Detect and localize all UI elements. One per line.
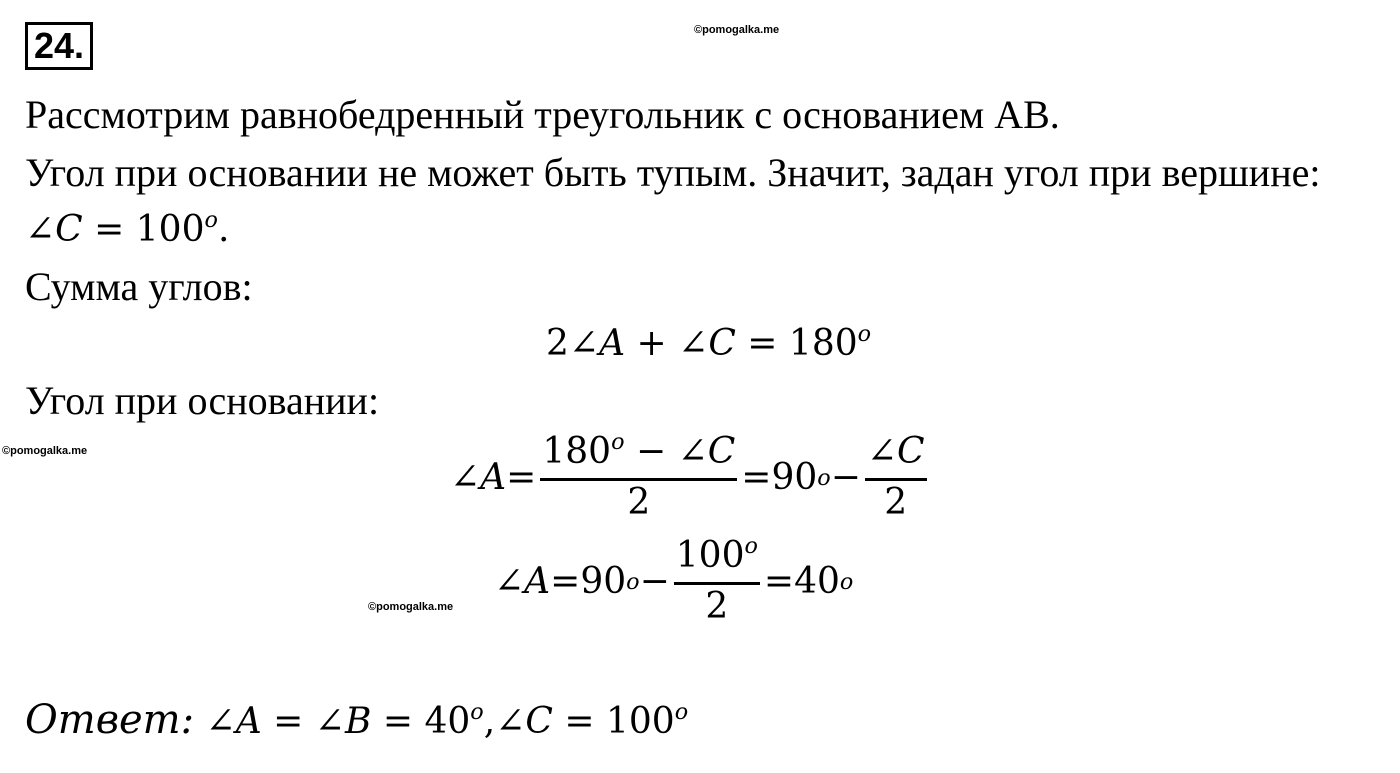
text-line-2: Угол при основании не может быть тупым. Значит, задан угол при вершине: [25,150,1321,195]
angle-symbol: ∠ [494,560,525,602]
answer-line: Ответ: ∠A = ∠B = $40^o,\angle C = 100^o$ [25,697,689,743]
answer-label: Ответ: [25,697,195,743]
angle-symbol: ∠ [25,209,56,250]
text-line-base-angle: Угол при основании: [25,378,380,423]
problem-number: 24. [25,22,93,70]
text-line-sum: Сумма углов: [25,264,253,309]
angle-symbol: ∠ [205,701,236,742]
angle-symbol: ∠ [450,456,481,498]
angle-symbol: ∠ [678,323,709,364]
fraction-100-over-2: $\frac{100^o}{2}$ [675,533,758,627]
angle-symbol: ∠ [495,701,526,742]
equation-base-angle-value: ∠ A = 90 o − $\frac{100^o}{2}$ = 40 o [494,533,854,627]
angle-symbol: ∠ [568,323,600,364]
fraction-180-minus-c: $\frac{180^o - \angle C}{2}$ [542,429,736,523]
equation-base-angle-formula: ∠ A = $\frac{180^o - \angle C}{2}$ = 90 o − $\frac{\angle C}{2}$ [450,429,925,523]
given-angle-c: ∠C = $100^o$. [25,207,230,250]
angle-symbol: ∠ [314,701,345,742]
text-line-1: Рассмотрим равнобедренный треугольник с основанием АВ. [25,92,1060,137]
fraction-c-over-2: $\frac{\angle C}{2}$ [866,431,925,523]
watermark-left: ©pomogalka.me [2,445,88,457]
equation-sum-of-angles: 2∠A + ∠C = $180^o$ [546,321,872,364]
watermark-middle: ©pomogalka.me [368,601,454,613]
watermark-top: ©pomogalka.me [694,24,780,36]
